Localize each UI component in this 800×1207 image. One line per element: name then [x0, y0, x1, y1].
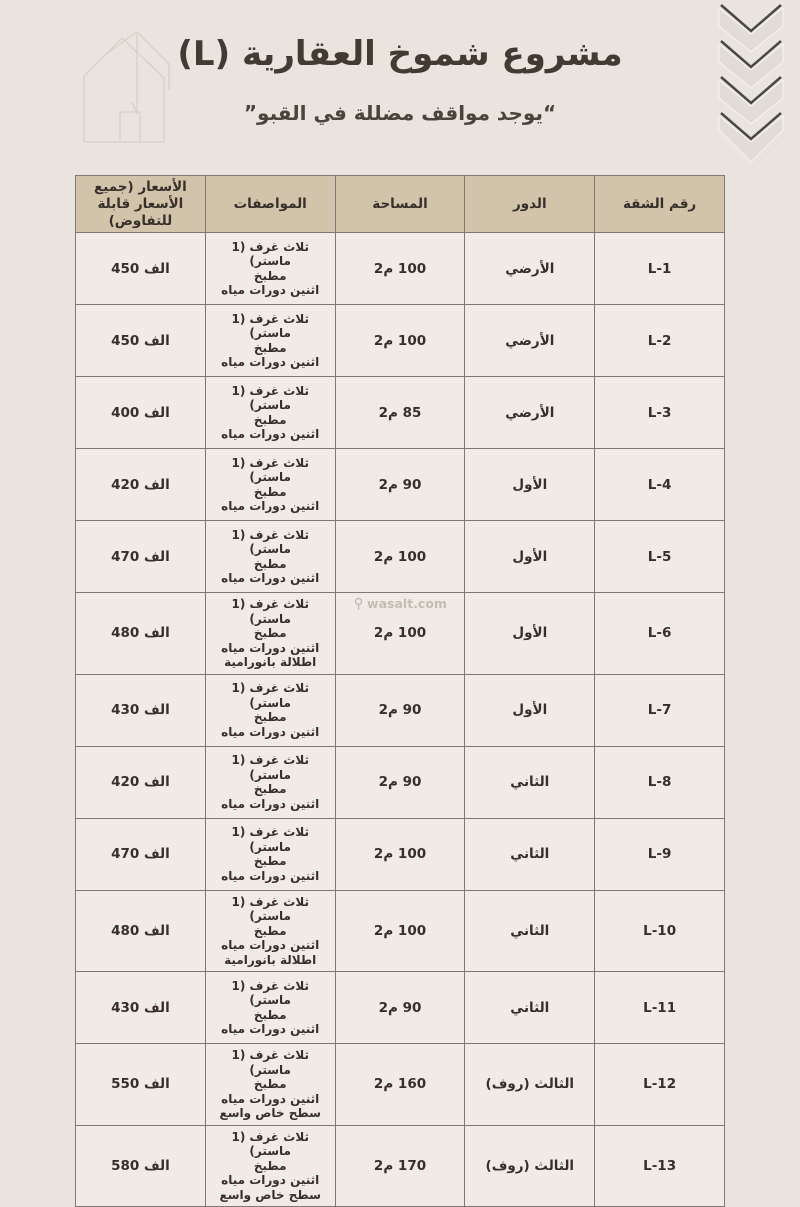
cell-price: 400 الف: [76, 377, 206, 449]
cell-area: [335, 746, 465, 818]
cell-specifications: [205, 890, 335, 972]
column-header-floor: الدور: [465, 176, 595, 233]
cell-specifications: [205, 521, 335, 593]
spec-line: اطلالة بانورامية: [224, 655, 317, 669]
cell-area: [335, 818, 465, 890]
column-header-area: المساحة: [335, 176, 465, 233]
cell-price: 550 الف: [76, 1044, 206, 1126]
spec-line: مطبخ: [253, 782, 287, 796]
cell-apartment-number: L-11: [595, 972, 725, 1044]
cell-apartment-number: L-1: [595, 233, 725, 305]
cell-price: 480 الف: [76, 593, 206, 675]
spec-line: اثنين دورات مياه: [221, 938, 320, 952]
table-row: [76, 305, 725, 377]
table-row: [76, 377, 725, 449]
cell-floor: الثالث (روف): [465, 1125, 595, 1207]
watermark: [353, 596, 447, 611]
spec-line: ثلاث غرف (1 ماستر): [231, 383, 309, 412]
cell-area: [335, 521, 465, 593]
spec-line: ثلاث غرف (1 ماستر): [231, 1129, 309, 1158]
cell-area: [335, 305, 465, 377]
spec-line: مطبخ: [253, 412, 287, 427]
cell-floor: الأول: [465, 449, 595, 521]
table-row: [76, 593, 725, 675]
cell-price: 420 الف: [76, 449, 206, 521]
location-pin-icon: [353, 597, 364, 611]
area-value: 100 م2: [373, 260, 427, 277]
cell-specifications: [205, 305, 335, 377]
cell-price: 450 الف: [76, 233, 206, 305]
spec-line: اثنين دورات مياه: [221, 640, 320, 655]
spec-line: مطبخ: [253, 710, 287, 724]
spec-line: اثنين دورات مياه: [221, 1091, 320, 1106]
spec-line: مطبخ: [253, 484, 287, 499]
spec-line: اثنين دورات مياه: [221, 868, 320, 883]
cell-apartment-number: L-6: [595, 593, 725, 675]
table-body: [76, 233, 725, 1207]
cell-specifications: [205, 233, 335, 305]
cell-floor: الثاني: [465, 746, 595, 818]
spec-line: مطبخ: [253, 1077, 287, 1091]
spec-line: ثلاث غرف (1 ماستر): [231, 894, 309, 923]
price-table: [75, 175, 725, 1207]
cell-price: 580 الف: [76, 1125, 206, 1207]
table-row: [76, 1044, 725, 1126]
cell-apartment-number: L-5: [595, 521, 725, 593]
cell-apartment-number: L-7: [595, 674, 725, 746]
area-value: 100 م2: [373, 846, 427, 862]
spec-line: مطبخ: [253, 268, 287, 283]
cell-floor: الثاني: [465, 890, 595, 972]
table-row: [76, 818, 725, 890]
column-header-prices: الأسعار (جميع الأسعار قابلة للتفاوض): [76, 176, 206, 233]
cell-specifications: [205, 377, 335, 449]
cell-price: 450 الف: [76, 305, 206, 377]
cell-floor: الأرضي: [465, 305, 595, 377]
watermark-text: wasalt.com: [367, 596, 447, 611]
cell-price: 430 الف: [76, 972, 206, 1044]
spec-line: مطبخ: [253, 626, 287, 640]
cell-floor: الثاني: [465, 972, 595, 1044]
table-row: [76, 449, 725, 521]
cell-specifications: [205, 449, 335, 521]
cell-area: [335, 377, 465, 449]
cell-price: 420 الف: [76, 746, 206, 818]
column-header-apartment-number: رقم الشقة: [595, 176, 725, 233]
spec-line: اثنين دورات مياه: [221, 1022, 320, 1036]
cell-apartment-number: L-3: [595, 377, 725, 449]
spec-line: سطح خاص واسع: [219, 1187, 321, 1202]
spec-line: ثلاث غرف (1 ماستر): [231, 597, 309, 626]
cell-apartment-number: L-2: [595, 305, 725, 377]
table-row: [76, 1125, 725, 1207]
cell-specifications: [205, 674, 335, 746]
spec-line: اثنين دورات مياه: [221, 355, 320, 369]
cell-apartment-number: L-8: [595, 746, 725, 818]
spec-line: اثنين دورات مياه: [221, 283, 320, 297]
spec-line: ثلاث غرف (1 ماستر): [231, 527, 309, 556]
area-value: 90 م2: [378, 476, 422, 493]
cell-specifications: [205, 972, 335, 1044]
spec-line: اثنين دورات مياه: [221, 796, 320, 811]
area-value: 90 م2: [378, 999, 422, 1016]
table-row: [76, 233, 725, 305]
cell-area: [335, 1125, 465, 1207]
cell-price: 480 الف: [76, 890, 206, 972]
spec-line: اثنين دورات مياه: [221, 571, 320, 585]
cell-price: 470 الف: [76, 521, 206, 593]
table-row: [76, 746, 725, 818]
area-value: 90 م2: [378, 774, 422, 790]
spec-line: ثلاث غرف (1 ماستر): [231, 311, 309, 340]
cell-floor: الأرضي: [465, 377, 595, 449]
cell-floor: الأول: [465, 593, 595, 675]
cell-specifications: [205, 1125, 335, 1207]
table-row: [76, 890, 725, 972]
cell-price: 430 الف: [76, 674, 206, 746]
cell-floor: الأول: [465, 674, 595, 746]
spec-line: ثلاث غرف (1 ماستر): [231, 455, 309, 484]
area-value: 160 م2: [373, 1076, 427, 1093]
cell-area: [335, 1044, 465, 1126]
cell-specifications: [205, 593, 335, 675]
spec-line: ثلاث غرف (1 ماستر): [231, 825, 309, 854]
spec-line: ثلاث غرف (1 ماستر): [231, 1048, 309, 1077]
cell-area: [335, 593, 465, 675]
cell-specifications: [205, 1044, 335, 1126]
table-row: [76, 972, 725, 1044]
spec-line: مطبخ: [253, 340, 287, 355]
table-row: [76, 674, 725, 746]
spec-line: مطبخ: [253, 1158, 287, 1173]
spec-line: مطبخ: [253, 923, 287, 938]
spec-line: مطبخ: [253, 556, 287, 571]
area-value: 100 م2: [373, 548, 427, 565]
cell-area: [335, 890, 465, 972]
cell-area: [335, 233, 465, 305]
spec-line: اثنين دورات مياه: [221, 724, 320, 739]
spec-line: مطبخ: [253, 1007, 287, 1022]
cell-specifications: [205, 746, 335, 818]
cell-floor: الأول: [465, 521, 595, 593]
cell-specifications: [205, 818, 335, 890]
area-value: 100 م2: [373, 332, 427, 349]
spec-line: اثنين دورات مياه: [221, 1173, 320, 1187]
cell-apartment-number: L-12: [595, 1044, 725, 1126]
spec-line: اثنين دورات مياه: [221, 427, 320, 441]
cell-floor: الثاني: [465, 818, 595, 890]
spec-line: اثنين دورات مياه: [221, 499, 320, 513]
area-value: 90 م2: [378, 702, 422, 718]
area-value: 170 م2: [373, 1157, 427, 1174]
cell-floor: الأرضي: [465, 233, 595, 305]
cell-apartment-number: L-10: [595, 890, 725, 972]
area-value: 85 م2: [378, 404, 422, 421]
cell-area: [335, 449, 465, 521]
spec-line: ثلاث غرف (1 ماستر): [231, 239, 309, 268]
cell-apartment-number: L-9: [595, 818, 725, 890]
table-header-row: [76, 176, 725, 233]
cell-apartment-number: L-13: [595, 1125, 725, 1207]
cell-price: 470 الف: [76, 818, 206, 890]
area-value: 100 م2: [373, 922, 427, 939]
spec-line: سطح خاص واسع: [219, 1106, 321, 1120]
area-value: 100 م2: [373, 625, 427, 642]
page-title: مشروع شموخ العقارية (L): [177, 34, 623, 74]
cell-area: [335, 972, 465, 1044]
stacked-down-chevrons-icon: [716, 4, 786, 164]
cell-apartment-number: L-4: [595, 449, 725, 521]
column-header-specifications: المواصفات: [205, 176, 335, 233]
spec-line: ثلاث غرف (1 ماستر): [231, 753, 309, 782]
spec-line: مطبخ: [253, 854, 287, 868]
spec-line: ثلاث غرف (1 ماستر): [231, 978, 309, 1007]
spec-line: ثلاث غرف (1 ماستر): [231, 681, 309, 710]
page-subtitle: “يوجد مواقف مضللة في القبو”: [243, 101, 557, 125]
cell-floor: الثالث (روف): [465, 1044, 595, 1126]
table-row: [76, 521, 725, 593]
cell-area: [335, 674, 465, 746]
spec-line: اطلالة بانورامية: [224, 952, 317, 967]
